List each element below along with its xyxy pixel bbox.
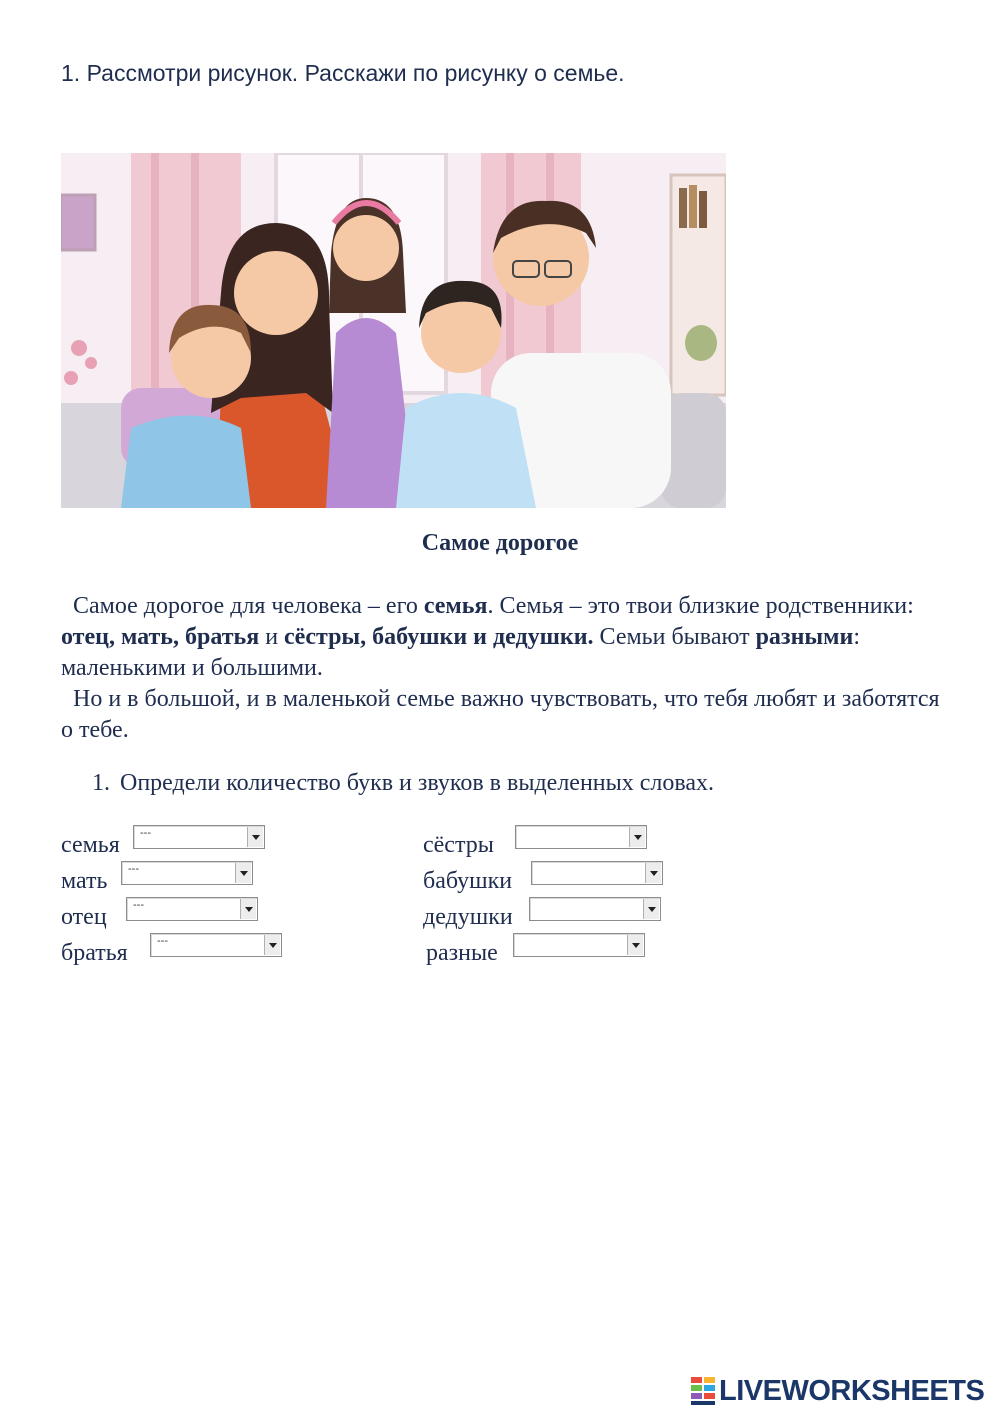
- dropdown-value: ---: [128, 863, 139, 875]
- answer-dropdown[interactable]: [133, 825, 265, 849]
- chevron-down-icon[interactable]: [645, 863, 661, 883]
- task-1-instruction: 1. Рассмотри рисунок. Расскажи по рисунку о семье.: [61, 60, 625, 86]
- family-illustration: [61, 153, 726, 508]
- liveworksheets-logo-icon: [691, 1377, 715, 1405]
- answer-dropdown[interactable]: [150, 933, 282, 957]
- task-2-number: 1.: [92, 770, 110, 796]
- word-label: семья: [61, 832, 120, 858]
- paragraph-1: [61, 591, 941, 684]
- highlighted-word: разными: [755, 624, 854, 650]
- word-label: братья: [61, 940, 128, 966]
- chevron-down-icon[interactable]: [235, 863, 251, 883]
- answer-dropdown[interactable]: [515, 825, 647, 849]
- highlighted-word: сёстры, бабушки и дедушки.: [284, 624, 594, 650]
- word-label: сёстры: [423, 832, 494, 858]
- brand-text: LIVEWORKSHEETS: [719, 1374, 985, 1407]
- text-segment: Но и в большой, и в маленькой семье важно чувствовать, что тебя любят и заботятся о тебе.: [61, 686, 940, 743]
- chevron-down-icon[interactable]: [264, 935, 280, 955]
- text-segment: . Семья – это твои близкие родственники:: [487, 593, 914, 619]
- text-segment: Самое дорогое для человека – его: [73, 593, 424, 619]
- task-2-text: Определи количество букв и звуков в выделенных словах.: [120, 770, 715, 796]
- text-segment: Семьи бывают: [593, 624, 756, 650]
- task-2-instruction: [92, 770, 714, 797]
- highlighted-word: семья: [423, 593, 488, 619]
- liveworksheets-logo: [691, 1374, 984, 1408]
- dropdown-value: ---: [157, 935, 168, 947]
- chevron-down-icon[interactable]: [643, 899, 659, 919]
- text-segment: : маленькими и большими.: [61, 624, 860, 681]
- text-title: Самое дорогое: [421, 530, 579, 556]
- answer-dropdown[interactable]: [121, 861, 253, 885]
- chevron-down-icon[interactable]: [627, 935, 643, 955]
- answer-dropdown[interactable]: [126, 897, 258, 921]
- chevron-down-icon[interactable]: [247, 827, 263, 847]
- word-label: бабушки: [423, 868, 513, 894]
- chevron-down-icon[interactable]: [240, 899, 256, 919]
- dropdown-value: ---: [140, 827, 151, 839]
- text-segment: и: [259, 624, 285, 650]
- answer-dropdown[interactable]: [513, 933, 645, 957]
- word-label: мать: [61, 868, 108, 894]
- word-label: дедушки: [423, 904, 513, 930]
- word-label: отец: [61, 904, 107, 930]
- chevron-down-icon[interactable]: [629, 827, 645, 847]
- dropdown-value: ---: [133, 899, 144, 911]
- answer-dropdown[interactable]: [529, 897, 661, 921]
- answer-dropdown[interactable]: [531, 861, 663, 885]
- highlighted-word: отец, мать, братья: [61, 624, 260, 650]
- word-label: разные: [426, 940, 498, 966]
- paragraph-2: [61, 684, 941, 746]
